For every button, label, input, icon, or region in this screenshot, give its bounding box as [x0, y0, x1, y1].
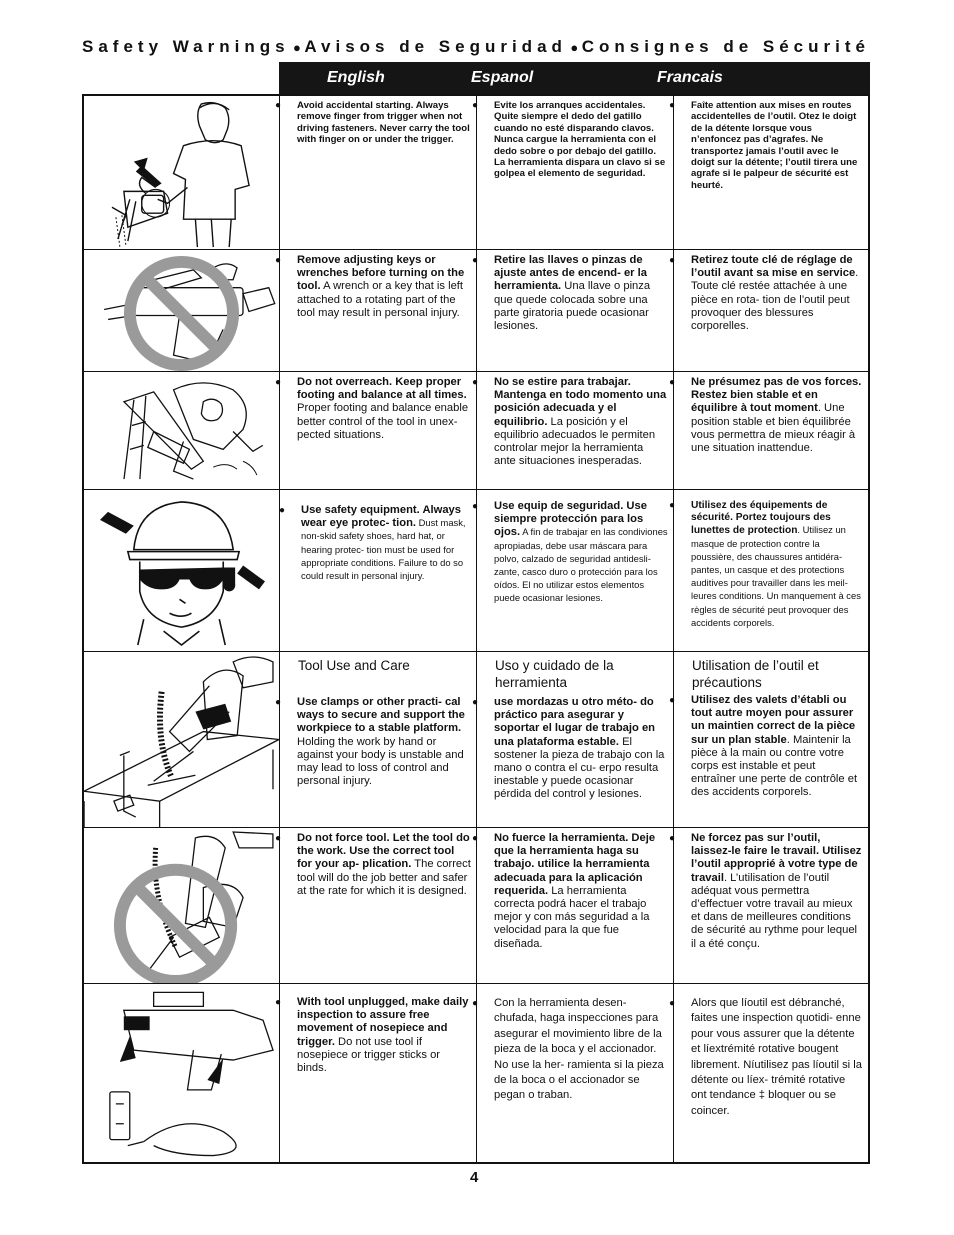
- warning-text-spanish: ● Evite los arranques accidentales. Quite siempre el dedo del gatillo cuando no esté disparando clavos. Nunca cargue la herramienta con el dedo sobre o por debajo del gatillo. La herramienta dispara un clavo si se golpea el elemento de seguridad.: [472, 100, 666, 180]
- english-cell: [275, 250, 477, 371]
- heading-separator: ●: [570, 39, 579, 55]
- prohibited-key-illustration: [84, 250, 279, 371]
- warning-text-english: ● With tool unplugged, make daily inspection to assure free movement of nosepiece and trigger. Do not use tool if nosepiece or trigger sticks or binds.: [275, 996, 469, 1075]
- warning-text-french: ● Utilisez des valets d’établi ou tout autre moyen pour assurer un maintien correct de la pièce sur un plan stable. Maintenir la pièce à la main ou contre votre corps est instable et peut entraîner une perte de contrôle et des accidents corporels.: [669, 694, 858, 799]
- spanish-cell: [472, 372, 674, 489]
- warning-text-spanish: ● Retire las llaves o pinzas de ajuste antes de encend- er la herramienta. Una llave o pinza que quede colocada sobre una parte giratoria puede ocasionar lesiones.: [472, 254, 651, 333]
- english-cell: [275, 372, 477, 489]
- safety-table: [82, 94, 870, 1164]
- warning-text-french: ● Faîte attention aux mises en routes accidentelles de l’outil. Otez le doigt de la détente lorsque vous n’enfoncez pas d’agrafes. Ne transportez jamais l’outil avec le doigt sur la détente; l’outil tirera une agrafe si le palpeur de sécurité est heurté.: [669, 100, 858, 191]
- table-row: [84, 652, 868, 828]
- safety-equipment-illustration: [84, 490, 279, 651]
- illustration-cell: [84, 96, 280, 249]
- warning-text-english: ● Avoid accidental starting. Always remove finger from trigger when not driving fasteners. Never carry the tool with finger on or under the trigger.: [275, 100, 470, 146]
- warning-text-english: ● Do not force tool. Let the tool do the work. Use the correct tool for your ap- plication. The correct tool will do the job better and safer at the rate for which it is designed.: [275, 832, 471, 897]
- section-title-spanish: Uso y cuidado de la herramienta: [495, 658, 614, 690]
- illustration-cell: [84, 490, 280, 651]
- spanish-cell: [472, 96, 674, 249]
- warning-text-french: ● Alors que líoutil est débranché, faites une inspection quotidi- enne pour vous assurer que la détente et líextrémité rotative bougent librement. Níutilisez pas líoutil si la détente ou líex- trémité rotative ont tendance ‡ bloquer ou se coincer.: [669, 997, 862, 1117]
- prohibited-force-illustration: [84, 828, 279, 983]
- unplugged-inspection-illustration: [84, 984, 279, 1162]
- section-title-french: Utilisation de l’outil et précautions: [692, 658, 819, 690]
- illustration-cell: [84, 372, 280, 489]
- clamped-workpiece-illustration: [84, 652, 279, 827]
- spanish-cell: [472, 490, 674, 651]
- column-header-spanish: Espanol: [471, 69, 534, 86]
- english-cell: [275, 984, 477, 1162]
- warning-text-french: ● Ne forcez pas sur l’outil, laissez-le faire le travail. Utilisez l’outil approprié à votre type de travail. L’utilisation de l’outil adéquat vous permettra d’effectuer votre travail au mieux et dans de meilleures conditions de sécurité au rythme pour lequel il a été conçu.: [669, 832, 862, 950]
- warning-text-french: ● Ne présumez pas de vos forces. Restez bien stable et en équilibre à tout moment. Une position stable et bien équilibrée vous permettra de mieux réagir à une situation inattendue.: [669, 376, 862, 455]
- section-title-english: Tool Use and Care: [298, 658, 410, 673]
- warning-text-spanish: ● Use equip de seguridad. Use siempre protección para los ojos. A fin de trabajar en las condiviones apropiadas, debe usar máscara para polvo, calzado de seguridad antidesli- zante, casco duro o protección para los oídos. El no utilizar estos elementos puede ocasionar lesiones.: [472, 500, 668, 604]
- table-row: [84, 828, 868, 984]
- illustration-cell: [84, 250, 280, 371]
- warning-text-spanish: ● No se estire para trabajar. Mantenga en todo momento una posición adecuada y el equilibrio. La posición y el equilibrio adecuados le permiten controlar mejor la herramienta ante situaciones inesperadas.: [472, 376, 667, 468]
- page-heading: [82, 36, 870, 58]
- heading-spanish: Avisos de Seguridad: [304, 37, 567, 56]
- french-cell: [669, 828, 868, 983]
- warning-text-french: ● Retirez toute clé de réglage de l’outil avant sa mise en service. Toute clé restée attachée à une pièce en rota- tion de l’outil peut provoquer des blessures corporelles.: [669, 254, 859, 333]
- illustration-cell: [84, 828, 280, 983]
- spanish-cell: [472, 250, 674, 371]
- table-row: [84, 490, 868, 652]
- english-cell: [275, 828, 477, 983]
- worker-with-tool-illustration: [84, 96, 279, 249]
- falling-worker-illustration: [84, 372, 279, 489]
- heading-english: Safety Warnings: [82, 37, 290, 56]
- warning-text-french: ● Utilisez des équipements de sécurité. Portez toujours des lunettes de protection. Utilisez un masque de protection contre la poussière, des chaussures antidéra- pantes, un casque et des protections auditives pour travailler dans les meil- leures conditions. Un manquement à ces règles de sécurité peut provoquer des accidents corporels.: [669, 500, 861, 628]
- warning-text-spanish: ● No fuerce la herramienta. Deje que la herramienta haga su trabajo. utilice la herramienta adecuada para la aplicación requerida. La herramienta correcta podrá hacer el trabajo mejor y con más seguridad a la velocidad para la que fue diseñada.: [472, 832, 656, 950]
- warning-text-spanish: ● use mordazas u otro méto- do práctico para asegurar y soportar el lugar de trabajo en una plataforma estable. El sostener la pieza de trabajo con la mano o contra el cu- erpo resulta inestable y puede ocasionar pérdida del control y lesiones.: [472, 696, 665, 801]
- french-cell: [669, 96, 868, 249]
- language-header-bar: [279, 62, 870, 94]
- spanish-cell: [472, 828, 674, 983]
- warning-text-english: ● Do not overreach. Keep proper footing and balance at all times. Proper footing and balance enable better control of the tool in unex- pected situations.: [275, 376, 469, 441]
- english-cell: [275, 96, 477, 249]
- heading-french: Consignes de Sécurité: [581, 37, 870, 56]
- spanish-cell: [472, 984, 674, 1162]
- french-cell: [669, 250, 868, 371]
- illustration-cell: [84, 984, 280, 1162]
- warning-text-english: ● Use safety equipment. Always wear eye protec- tion. Dust mask, non-skid safety shoes, hard hat, or hearing protec- tion must be used for appropriate conditions. Failure to do so could result in personal injury.: [279, 504, 466, 582]
- warning-text-english: ● Remove adjusting keys or wrenches before turning on the tool. A wrench or a key that is left attached to a rotating part of the tool may result in personal injury.: [275, 254, 465, 319]
- french-cell: [669, 652, 868, 827]
- column-header-french: Francais: [657, 69, 723, 86]
- english-cell: [275, 652, 477, 827]
- french-cell: [669, 490, 868, 651]
- french-cell: [669, 984, 868, 1162]
- warning-text-spanish: ● Con la herramienta desen- chufada, haga inspecciones para asegurar el movimiento libre de la pieza de la boca y el accionador. No use la her- ramienta si la pieza de la boca o el accionador se pegan o traban.: [472, 997, 664, 1102]
- spanish-cell: [472, 652, 674, 827]
- illustration-cell: [84, 652, 280, 827]
- table-row: [84, 96, 868, 250]
- english-cell: [280, 490, 477, 651]
- table-row: [84, 250, 868, 372]
- column-header-english: English: [327, 69, 385, 86]
- warning-text-english: ● Use clamps or other practi- cal ways to secure and support the workpiece to a stable platform. Holding the work by hand or against your body is unstable and may lead to loss of control and personal injury.: [275, 696, 465, 788]
- table-row: [84, 372, 868, 490]
- page-number: 4: [470, 1169, 479, 1186]
- heading-separator: ●: [293, 39, 301, 55]
- table-row: [84, 984, 868, 1162]
- french-cell: [669, 372, 868, 489]
